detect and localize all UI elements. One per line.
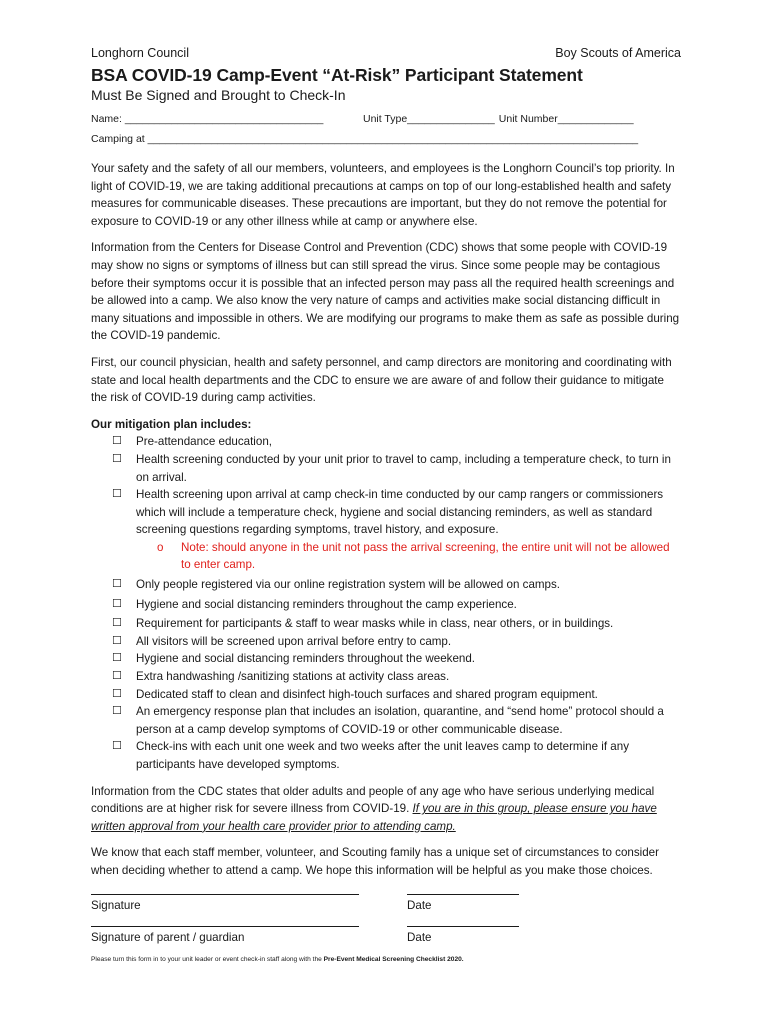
page-header bbox=[91, 46, 681, 62]
list-item bbox=[91, 451, 681, 486]
list-item bbox=[91, 486, 681, 539]
checkbox-icon[interactable]: ☐ bbox=[112, 578, 122, 591]
document-page bbox=[91, 46, 681, 963]
at-risk-paragraph bbox=[91, 783, 681, 836]
footer-note bbox=[91, 956, 681, 963]
parent-signature-label: Signature of parent / guardian bbox=[91, 930, 245, 944]
document-title: BSA COVID-19 Camp-Event “At-Risk” Participant Statement bbox=[91, 65, 583, 85]
list-item-text: Pre-attendance education, bbox=[136, 435, 273, 449]
list-item bbox=[91, 596, 681, 614]
list-item-text: Only people registered via our online registration system will be allowed on camps. bbox=[136, 578, 561, 592]
list-item-text: Hygiene and social distancing reminders throughout the camp experience. bbox=[136, 597, 517, 611]
at-risk-emphasis: If you are in this group, please ensure you have written approval from your health care provider prior to attending camp. bbox=[91, 802, 657, 833]
mitigation-heading: Our mitigation plan includes: bbox=[91, 417, 252, 431]
arrival-screening-note: Note: should anyone in the unit not pass the arrival screening, the entire unit will not be allowed to enter camp. bbox=[181, 540, 670, 572]
intro-paragraph: Your safety and the safety of all our members, volunteers, and employees is the Longhorn Council’s top priority. In light of COVID-19, we are taking additional precautions at camps on top of our long-established health and safety measures for communicable diseases. These precautions are important, but they do not remove the potential for exposure to COVID-19 or any other illness while at camp or anywhere else. bbox=[91, 162, 675, 228]
footer-bold-text: Pre-Event Medical Screening Checklist 2020. bbox=[323, 955, 464, 963]
cdc-info-paragraph: Information from the Centers for Disease Control and Prevention (CDC) shows that some people with COVID-19 may show no signs or symptoms of illness but can still spread the virus. Since some people may be contagious before their symptoms occur it is possible that an infected person may pass all the required health screenings and be allowed into a camp. We also know the very nature of camps and activities make social distancing difficult in many situations and impossible in others. We are modifying our programs to make them as safe as possible during the COVID-19 pandemic. bbox=[91, 241, 680, 343]
checkbox-icon[interactable]: ☐ bbox=[112, 740, 122, 753]
checkbox-icon[interactable]: ☐ bbox=[112, 452, 122, 465]
list-item-text: Hygiene and social distancing reminders throughout the weekend. bbox=[136, 652, 476, 666]
checkbox-icon[interactable]: ☐ bbox=[112, 617, 122, 630]
checkbox-icon[interactable]: ☐ bbox=[112, 488, 122, 501]
council-name: Longhorn Council bbox=[91, 46, 189, 60]
list-item-text: Dedicated staff to clean and disinfect high-touch surfaces and shared program equipment. bbox=[136, 687, 598, 701]
at-risk-text: Information from the CDC states that older adults and people of any age who have serious underlying medical conditions are at higher risk for severe illness from COVID-19. bbox=[91, 784, 655, 816]
date-label: Date bbox=[407, 898, 432, 912]
date-line bbox=[407, 926, 519, 927]
list-item bbox=[91, 686, 681, 704]
list-item-text: Health screening upon arrival at camp check-in time conducted by our camp rangers or commissioners which will include a temperature check, hygiene and social distancing reminders, as well as standard screening questions regarding symptoms, travel history, and exposure. bbox=[136, 488, 664, 537]
list-item-text: An emergency response plan that includes an isolation, quarantine, and “send home” protocol should a person at a camp develop symptoms of COVID-19 or other communicable disease. bbox=[136, 705, 664, 736]
signature-line bbox=[91, 894, 359, 895]
list-item-text: All visitors will be screened upon arrival before entry to camp. bbox=[136, 634, 452, 648]
document-subtitle: Must Be Signed and Brought to Check-In bbox=[91, 87, 346, 103]
checkbox-icon[interactable]: ☐ bbox=[112, 652, 122, 665]
list-item bbox=[91, 650, 681, 668]
list-item bbox=[91, 738, 681, 773]
parent-signature-block[interactable] bbox=[91, 926, 407, 944]
date-line bbox=[407, 894, 519, 895]
signature-block[interactable] bbox=[91, 894, 407, 912]
monitoring-paragraph: First, our council physician, health and safety personnel, and camp directors are monitoring and coordinating with state and local health departments and the CDC to ensure we are aware of and follow their guidance to mitigate the risk of COVID-19 during camp activities. bbox=[91, 355, 672, 405]
organization-name: Boy Scouts of America bbox=[555, 46, 681, 60]
parent-date-block[interactable] bbox=[407, 926, 519, 944]
parent-signature-row bbox=[91, 926, 681, 944]
unit-number-field[interactable]: Unit Number_____________ bbox=[498, 113, 634, 125]
mitigation-list bbox=[91, 433, 681, 773]
checkbox-icon[interactable]: ☐ bbox=[112, 634, 122, 647]
list-item bbox=[91, 703, 681, 738]
date-block[interactable] bbox=[407, 894, 519, 912]
checkbox-icon[interactable]: ☐ bbox=[112, 687, 122, 700]
list-item-text: Check-ins with each unit one week and two weeks after the unit leaves camp to determine if any participants have developed symptoms. bbox=[136, 740, 629, 771]
signature-label: Signature bbox=[91, 898, 141, 912]
camping-at-field[interactable]: Camping at ____________________________________________________________________________________ bbox=[91, 133, 639, 145]
checkbox-icon[interactable]: ☐ bbox=[112, 705, 122, 718]
date-label: Date bbox=[407, 930, 432, 944]
list-item bbox=[91, 668, 681, 686]
footer-text: Please turn this form in to your unit leader or event check-in staff along with the bbox=[91, 955, 324, 963]
signature-line bbox=[91, 926, 359, 927]
circle-bullet-icon: o bbox=[157, 540, 164, 554]
unit-type-field[interactable]: Unit Type_______________ bbox=[363, 113, 495, 125]
list-item bbox=[91, 633, 681, 651]
list-item bbox=[91, 433, 681, 451]
checkbox-icon[interactable]: ☐ bbox=[112, 670, 122, 683]
list-item-text: Requirement for participants & staff to wear masks while in class, near others, or in buildings. bbox=[136, 617, 614, 631]
unit-info-row bbox=[91, 112, 681, 126]
closing-paragraph: We know that each staff member, volunteer, and Scouting family has a unique set of circumstances to consider when deciding whether to attend a camp. We hope this information will be helpful as you make those choices. bbox=[91, 846, 659, 877]
note-item bbox=[91, 539, 681, 574]
checkbox-icon[interactable]: ☐ bbox=[112, 597, 122, 610]
camping-row bbox=[91, 132, 681, 146]
signature-row bbox=[91, 894, 681, 912]
list-item-text: Health screening conducted by your unit prior to travel to camp, including a temperature check, to turn in on arrival. bbox=[136, 452, 671, 484]
list-item-text: Extra handwashing /sanitizing stations at activity class areas. bbox=[136, 670, 450, 684]
checkbox-icon[interactable]: ☐ bbox=[112, 435, 122, 448]
list-item bbox=[91, 576, 681, 594]
list-item bbox=[91, 615, 681, 633]
name-field[interactable]: Name: __________________________________ bbox=[91, 113, 324, 125]
